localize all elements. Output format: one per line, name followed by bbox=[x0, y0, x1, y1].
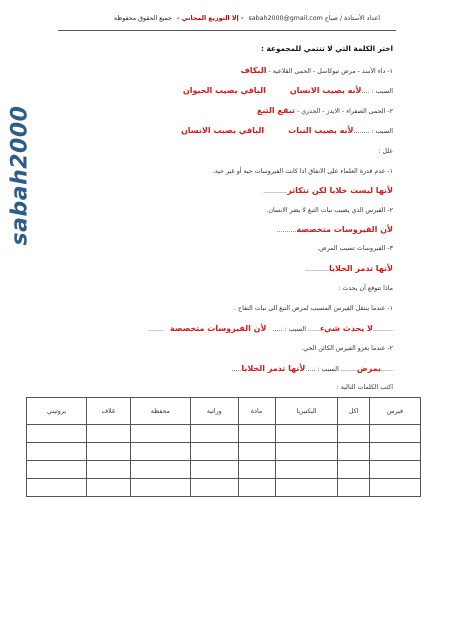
word-cell: وراثية bbox=[191, 398, 238, 425]
word-cell: اكل bbox=[338, 398, 370, 425]
blank-cell bbox=[87, 461, 131, 479]
word-cell: فيرس bbox=[369, 398, 420, 425]
words-table-row bbox=[27, 443, 421, 461]
blank-cell bbox=[338, 443, 370, 461]
predict-question-1: ١- عندما ينتقل الفيرس المسبب لمرض التبغ الى نبات التفاح . bbox=[234, 305, 393, 312]
blank-cell bbox=[130, 425, 190, 443]
blank-cell bbox=[369, 425, 420, 443]
words-table-row bbox=[27, 479, 421, 497]
question-2-text: ٢- الحمى الصفراء - الايدز - الجدري - bbox=[296, 108, 393, 115]
reason-2-answer-b: الباقي يصيب الانسان bbox=[180, 126, 265, 135]
predict-answer-2-reason-label: ........ السبب : ..... bbox=[305, 366, 357, 373]
blank-cell bbox=[130, 479, 190, 497]
explain-answer-2-text: لأن الفيروسات متخصصة bbox=[296, 225, 393, 234]
blank-cell bbox=[191, 461, 238, 479]
section-title-predict: ماذا تتوقع أن يحدث : bbox=[338, 285, 393, 292]
word-cell: بروتيني bbox=[27, 398, 87, 425]
question-1-text: ١- داء الأسد - مرض تيوكاسل - الحمى القلاعية - bbox=[268, 68, 393, 75]
predict-answer-1-reason: لأن الفيروسات متخصصة bbox=[169, 324, 267, 333]
predict-answer-2-reason: لأنها تدمر الخلايا bbox=[241, 364, 306, 373]
predict-answer-1-result: لا يحدث شيء bbox=[319, 324, 373, 333]
blank-cell bbox=[27, 425, 87, 443]
reason-2-prefix: السبب : ........ bbox=[353, 128, 393, 135]
reason-1-prefix: السبب : .... bbox=[361, 88, 393, 95]
blank-cell bbox=[238, 479, 275, 497]
blank-cell bbox=[87, 425, 131, 443]
word-cell: البكتيريا bbox=[275, 398, 338, 425]
blank-cell bbox=[369, 479, 420, 497]
predict-answer-2-dots-start: ...... bbox=[380, 366, 393, 373]
header-divider bbox=[58, 30, 396, 31]
predict-answer-2-result: يمرض bbox=[356, 364, 381, 373]
blank-cell bbox=[275, 461, 338, 479]
blank-cell bbox=[275, 479, 338, 497]
explain-question-2: ٢- الفيرس الذي يصيب نبات التبغ لا يضر الانسان. bbox=[266, 207, 393, 214]
watermark bbox=[0, 100, 40, 250]
blank-cell bbox=[191, 479, 238, 497]
blank-cell bbox=[338, 425, 370, 443]
blank-cell bbox=[338, 461, 370, 479]
predict-answer-1-reason-label: ...... السبب : ..... bbox=[272, 326, 320, 333]
copyright-note: جميع الحقوق محفوظة bbox=[113, 15, 172, 22]
explain-answer-3-text: لأنها تدمر الخلايا bbox=[329, 264, 393, 273]
predict-answer-1-dots-end: ........ bbox=[147, 326, 164, 333]
explain-answer-3 bbox=[305, 264, 393, 273]
explain-answer-1 bbox=[263, 186, 393, 195]
predict-answer-2 bbox=[231, 364, 393, 373]
reason-2 bbox=[181, 126, 393, 135]
explain-question-3: ٣- الفيروسات تسبب المرض. bbox=[317, 245, 393, 252]
blank-cell bbox=[275, 425, 338, 443]
blank-cell bbox=[238, 443, 275, 461]
explain-answer-2-dots: .......... bbox=[276, 227, 297, 234]
explain-question-1: ١- عدم قدرة العلماء على الاتفاق اذا كانت الفيروسات حية أو غير حية. bbox=[212, 168, 393, 175]
predict-answer-1-dots-start: .......... bbox=[372, 326, 393, 333]
word-cell: محفظة bbox=[130, 398, 190, 425]
predict-question-2: ٢- عندما يغزو الفيرس الكائن الحي. bbox=[301, 345, 393, 352]
blank-cell bbox=[27, 461, 87, 479]
blank-cell bbox=[87, 443, 131, 461]
words-table bbox=[26, 397, 421, 497]
section-title-write-words: اكتب الكلمات التالية : bbox=[336, 384, 393, 391]
question-2 bbox=[257, 106, 393, 115]
predict-answer-1 bbox=[148, 324, 393, 333]
blank-cell bbox=[369, 461, 420, 479]
section-title-explain: علل : bbox=[378, 148, 393, 155]
explain-answer-1-dots: ............ bbox=[263, 188, 288, 195]
blank-cell bbox=[27, 443, 87, 461]
free-distribution-note: - إلا التوزيع المجاني - bbox=[176, 15, 244, 22]
reason-1-answer-b: الباقي يصيب الحيوان bbox=[182, 86, 266, 95]
blank-cell bbox=[87, 479, 131, 497]
blank-cell bbox=[191, 425, 238, 443]
blank-cell bbox=[369, 443, 420, 461]
word-cell: مادة bbox=[238, 398, 275, 425]
question-1 bbox=[240, 66, 393, 75]
predict-answer-2-dots-end: ..... bbox=[231, 366, 242, 373]
explain-answer-3-dots: ............ bbox=[305, 266, 330, 273]
section-title-odd-one-out: اختر الكلمة التي لا تنتمي للمجموعة : bbox=[261, 44, 393, 53]
blank-cell bbox=[130, 443, 190, 461]
explain-answer-1-text: لأنها ليست خلايا لكن تتكاثر bbox=[287, 186, 393, 195]
blank-cell bbox=[275, 443, 338, 461]
author-credit: اعداد الأستاذة / صباح sabah2000@gmail.com bbox=[248, 15, 380, 22]
words-table-row bbox=[27, 461, 421, 479]
reason-1-answer-a: لأنه يصيب الانسان bbox=[289, 86, 362, 95]
reason-1 bbox=[183, 86, 393, 95]
blank-cell bbox=[238, 461, 275, 479]
explain-answer-2 bbox=[276, 225, 393, 234]
question-1-answer: البكاف bbox=[240, 66, 267, 75]
words-table-header-row bbox=[27, 398, 421, 425]
blank-cell bbox=[338, 479, 370, 497]
blank-cell bbox=[191, 443, 238, 461]
word-cell: غلاف bbox=[87, 398, 131, 425]
page-header bbox=[80, 15, 380, 29]
reason-2-answer-a: لأنه يصيب النبات bbox=[288, 126, 354, 135]
watermark-text: sabah2000 bbox=[7, 105, 33, 245]
blank-cell bbox=[27, 479, 87, 497]
blank-cell bbox=[130, 461, 190, 479]
blank-cell bbox=[238, 425, 275, 443]
question-2-answer: تبقع التبغ bbox=[256, 106, 295, 115]
words-table-row bbox=[27, 425, 421, 443]
